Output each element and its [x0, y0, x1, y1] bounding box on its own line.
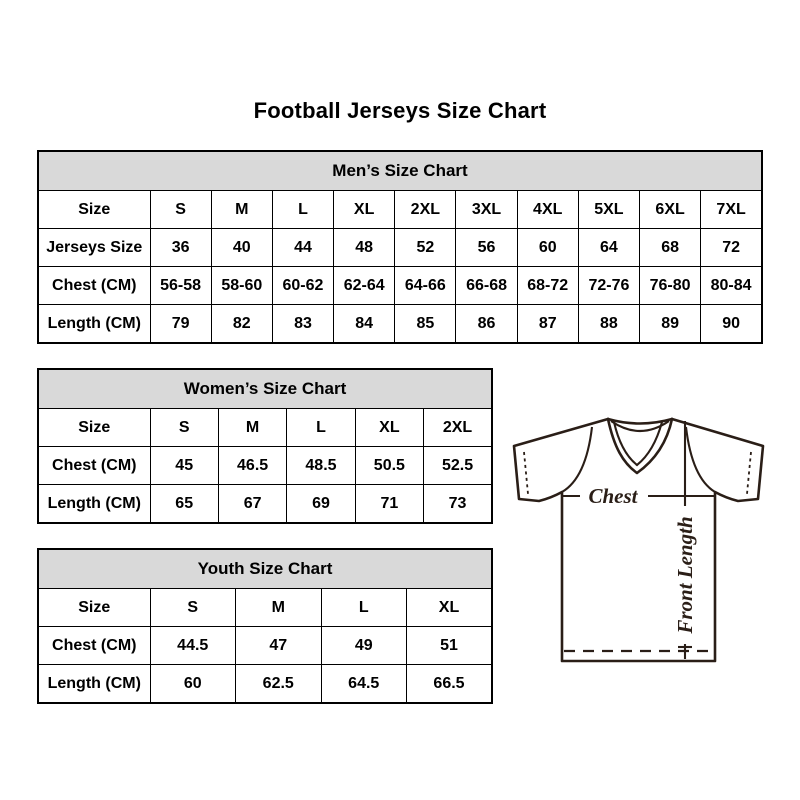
table-cell: 64 [578, 229, 639, 267]
table-cell: 36 [150, 229, 211, 267]
table-row [38, 627, 492, 665]
table-cell: M [218, 409, 286, 447]
table-row [38, 589, 492, 627]
table-cell: 46.5 [218, 447, 286, 485]
womens-size-table [37, 368, 493, 524]
table-cell: 68-72 [517, 267, 578, 305]
table-title: Men’s Size Chart [38, 151, 762, 191]
table-cell: XL [355, 409, 423, 447]
table-title: Youth Size Chart [38, 549, 492, 589]
table-cell: S [150, 409, 218, 447]
table-cell: 7XL [701, 191, 762, 229]
row-label-cell: Size [38, 191, 150, 229]
table-cell: 50.5 [355, 447, 423, 485]
table-cell: 4XL [517, 191, 578, 229]
table-cell: 60 [150, 665, 236, 704]
front-length-label: Front Length [673, 516, 697, 634]
left-armhole-seam [562, 427, 592, 492]
table-cell: M [236, 589, 322, 627]
jersey-measurement-diagram [500, 400, 790, 675]
table-cell: 6XL [640, 191, 701, 229]
table-cell: 60-62 [272, 267, 333, 305]
row-label-cell: Length (CM) [38, 305, 150, 344]
table-row [38, 409, 492, 447]
table-title-row [38, 151, 762, 191]
mens-size-table [37, 150, 763, 344]
table-cell: 87 [517, 305, 578, 344]
table-cell: 52 [395, 229, 456, 267]
table-cell: 47 [236, 627, 322, 665]
row-label-cell: Size [38, 589, 150, 627]
table-cell: 51 [407, 627, 493, 665]
table-cell: 58-60 [211, 267, 272, 305]
table-cell: 65 [150, 485, 218, 524]
table-cell: 66-68 [456, 267, 517, 305]
row-label-cell: Size [38, 409, 150, 447]
table-cell: 73 [424, 485, 492, 524]
table-cell: 48.5 [287, 447, 355, 485]
table-row [38, 485, 492, 524]
table-cell: 68 [640, 229, 701, 267]
table-cell: 49 [321, 627, 407, 665]
table-cell: 66.5 [407, 665, 493, 704]
left-cuff-stitch [524, 452, 528, 494]
table-cell: 45 [150, 447, 218, 485]
table-cell: L [321, 589, 407, 627]
table-cell: 64-66 [395, 267, 456, 305]
table-row [38, 191, 762, 229]
row-label-cell: Length (CM) [38, 665, 150, 704]
page-title: Football Jerseys Size Chart [253, 98, 547, 123]
collar-v-outer [608, 419, 672, 473]
table-cell: 69 [287, 485, 355, 524]
table-cell: 44 [272, 229, 333, 267]
table-cell: 2XL [395, 191, 456, 229]
table-cell: L [272, 191, 333, 229]
table-cell: 52.5 [424, 447, 492, 485]
table-cell: 71 [355, 485, 423, 524]
table-cell: 56-58 [150, 267, 211, 305]
youth-size-table [37, 548, 493, 704]
table-title: Women’s Size Chart [38, 369, 492, 409]
table-cell: 2XL [424, 409, 492, 447]
table-cell: 48 [334, 229, 395, 267]
table-row [38, 447, 492, 485]
table-cell: 40 [211, 229, 272, 267]
table-title-row [38, 549, 492, 589]
table-cell: 5XL [578, 191, 639, 229]
chest-label: Chest [588, 484, 638, 508]
table-cell: 89 [640, 305, 701, 344]
row-label-cell: Jerseys Size [38, 229, 150, 267]
table-cell: 62.5 [236, 665, 322, 704]
row-label-cell: Chest (CM) [38, 267, 150, 305]
row-label-cell: Length (CM) [38, 485, 150, 524]
table-cell: 56 [456, 229, 517, 267]
table-cell: 72-76 [578, 267, 639, 305]
table-cell: M [211, 191, 272, 229]
table-cell: 3XL [456, 191, 517, 229]
table-cell: 67 [218, 485, 286, 524]
table-title-row [38, 369, 492, 409]
table-cell: 60 [517, 229, 578, 267]
table-cell: 88 [578, 305, 639, 344]
jersey-outline [514, 419, 763, 661]
table-cell: XL [407, 589, 493, 627]
table-cell: 85 [395, 305, 456, 344]
table-cell: S [150, 589, 236, 627]
table-cell: 64.5 [321, 665, 407, 704]
right-cuff-stitch [747, 452, 751, 494]
table-cell: 72 [701, 229, 762, 267]
table-row [38, 305, 762, 344]
table-cell: 86 [456, 305, 517, 344]
row-label-cell: Chest (CM) [38, 447, 150, 485]
right-armhole-seam [686, 427, 715, 492]
table-cell: 79 [150, 305, 211, 344]
table-cell: L [287, 409, 355, 447]
table-cell: XL [334, 191, 395, 229]
table-cell: 82 [211, 305, 272, 344]
table-row [38, 665, 492, 704]
table-cell: 84 [334, 305, 395, 344]
table-cell: 62-64 [334, 267, 395, 305]
table-row [38, 267, 762, 305]
table-cell: 83 [272, 305, 333, 344]
table-cell: 76-80 [640, 267, 701, 305]
table-cell: S [150, 191, 211, 229]
table-cell: 80-84 [701, 267, 762, 305]
table-cell: 44.5 [150, 627, 236, 665]
table-row [38, 229, 762, 267]
table-cell: 90 [701, 305, 762, 344]
row-label-cell: Chest (CM) [38, 627, 150, 665]
